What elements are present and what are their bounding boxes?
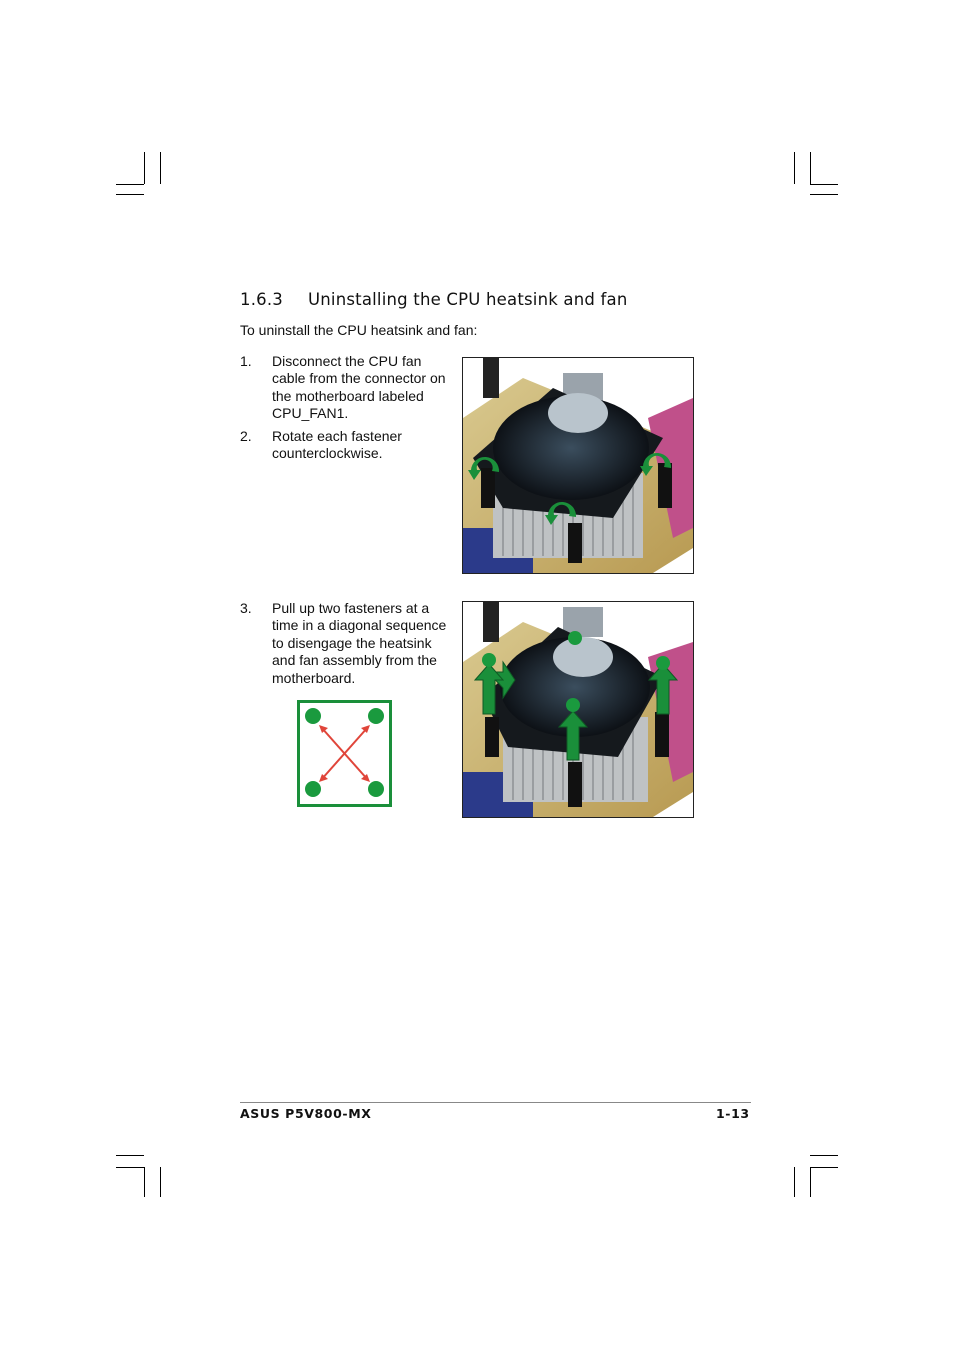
crop-mark [160, 1167, 161, 1197]
heatsink-pullup-photo [462, 601, 694, 818]
step-text: Rotate each fastener counterclockwise. [272, 427, 402, 462]
crop-mark [160, 152, 161, 184]
diagonal-sequence-diagram [297, 700, 392, 812]
crop-mark [116, 194, 144, 195]
steps-list [240, 600, 454, 692]
step-text: Disconnect the CPU fan cable from the connector on the motherboard labeled CPU_FAN1. [272, 353, 446, 422]
crop-mark [116, 1155, 144, 1156]
steps-list [240, 353, 450, 467]
list-item [240, 428, 450, 463]
crop-mark [116, 1167, 144, 1168]
crop-mark [794, 152, 795, 184]
crop-mark [810, 1167, 838, 1168]
crop-mark [810, 152, 811, 184]
heatsink-rotate-photo [462, 357, 694, 574]
crop-mark [116, 184, 144, 185]
step-number: 1. [240, 353, 252, 369]
crop-mark [144, 1167, 145, 1197]
section-number: 1.6.3 [240, 290, 283, 309]
crop-mark [794, 1167, 795, 1197]
footer-page-number: 1-13 [716, 1106, 750, 1121]
footer-product: ASUS P5V800-MX [240, 1106, 372, 1121]
crop-mark [144, 152, 145, 184]
crop-mark [810, 1155, 838, 1156]
list-item [240, 353, 450, 423]
footer-rule [240, 1102, 751, 1103]
step-number: 3. [240, 600, 252, 616]
crop-mark [810, 184, 838, 185]
section-title: Uninstalling the CPU heatsink and fan [308, 290, 628, 309]
list-item [240, 600, 454, 687]
step-number: 2. [240, 427, 252, 444]
step-text: Pull up two fasteners at a time in a diagonal sequence to disengage the heatsink and fan assembly from the motherboard. [272, 600, 447, 686]
crop-mark [810, 1167, 811, 1197]
intro-text: To uninstall the CPU heatsink and fan: [240, 322, 478, 338]
section-heading [240, 290, 628, 309]
crop-mark [810, 194, 838, 195]
